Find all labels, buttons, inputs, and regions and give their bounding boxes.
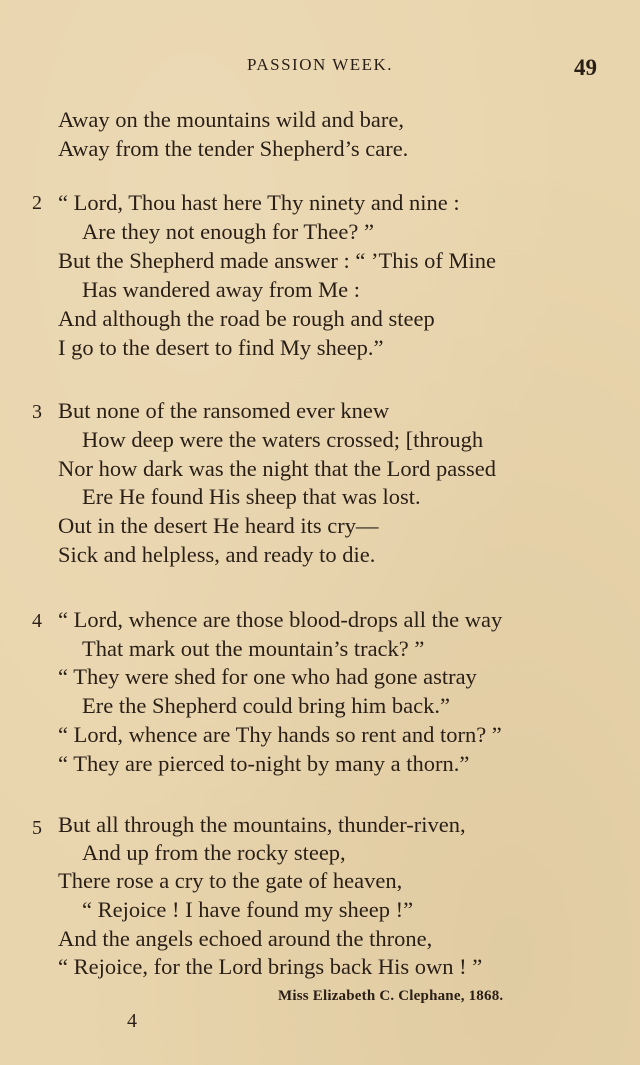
verse-line: “ They were shed for one who had gone astray	[58, 664, 477, 689]
verse-line: Out in the desert He heard its cry—	[58, 513, 379, 538]
stanza-number: 5	[32, 817, 42, 839]
verse-line: “ Lord, whence are Thy hands so rent and torn? ”	[58, 722, 502, 747]
verse-line: Has wandered away from Me :	[82, 277, 361, 302]
verse-line: Sick and helpless, and ready to die.	[58, 542, 376, 567]
verse-line: There rose a cry to the gate of heaven,	[58, 868, 403, 893]
stanza-number: 3	[32, 401, 42, 423]
verse-line: Nor how dark was the night that the Lord passed	[58, 456, 497, 481]
verse-line: Are they not enough for Thee? ”	[82, 219, 374, 244]
author-attribution: Miss Elizabeth C. Clephane, 1868.	[278, 988, 504, 1004]
verse-line: And the angels echoed around the throne,	[58, 926, 433, 951]
verse-line: But none of the ransomed ever knew	[58, 398, 390, 423]
verse-line: That mark out the mountain’s track? ”	[82, 636, 425, 661]
verse-line: “ They are pierced to-night by many a thorn.”	[58, 751, 470, 776]
verse-line: And although the road be rough and steep	[58, 306, 435, 331]
verse-line: Ere He found His sheep that was lost.	[82, 484, 421, 509]
verse-line: Ere the Shepherd could bring him back.”	[82, 693, 451, 718]
running-head: PASSION WEEK.	[246, 55, 394, 74]
verse-line: “ Rejoice ! I have found my sheep !”	[82, 897, 414, 922]
stanza-number: 4	[32, 610, 42, 632]
verse-line: And up from the rocky steep,	[82, 840, 346, 865]
verse-line: “ Lord, whence are those blood-drops all the way	[58, 607, 503, 632]
verse-line: How deep were the waters crossed; [through	[82, 427, 484, 452]
signature-mark: 4	[127, 1010, 137, 1032]
verse-line: But the Shepherd made answer : “ ’This of Mine	[58, 248, 497, 273]
verse-line: But all through the mountains, thunder-riven,	[58, 812, 466, 837]
verse-line: Away on the mountains wild and bare,	[58, 107, 404, 132]
page-number: 49	[574, 55, 597, 80]
verse-line: Away from the tender Shepherd’s care.	[58, 136, 409, 161]
verse-line: I go to the desert to find My sheep.”	[58, 335, 384, 360]
verse-line: “ Rejoice, for the Lord brings back His own ! ”	[58, 954, 483, 979]
verse-line: “ Lord, Thou hast here Thy ninety and nine :	[58, 190, 460, 215]
stanza-number: 2	[32, 192, 42, 214]
